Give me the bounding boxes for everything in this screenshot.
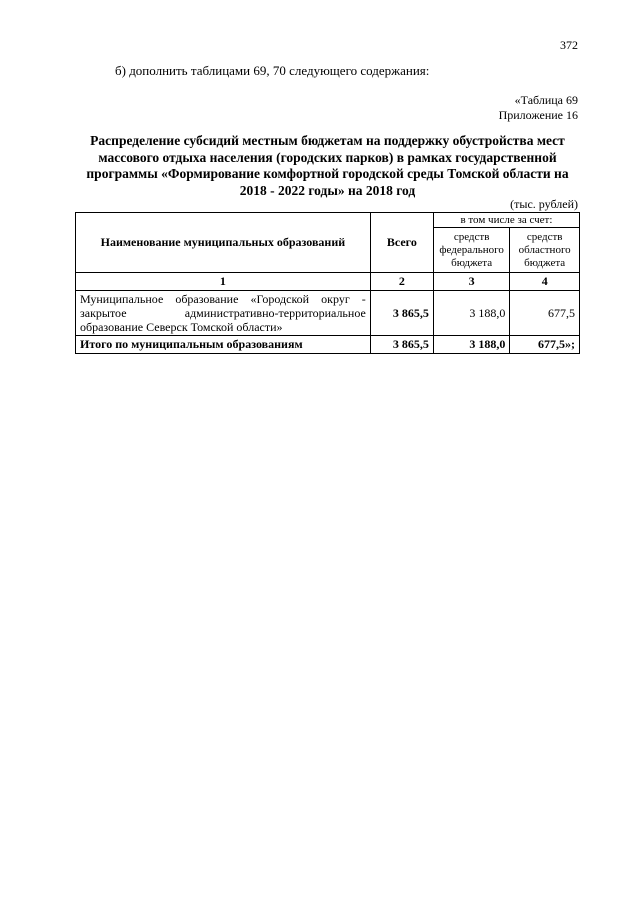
row-federal: 3 188,0: [433, 291, 510, 336]
units-label: (тыс. рублей): [510, 197, 578, 211]
header-name: Наименование муниципальных образований: [76, 213, 371, 273]
header-including: в том числе за счет:: [433, 213, 579, 228]
column-number-row: [76, 273, 580, 291]
total-federal: 3 188,0: [433, 336, 510, 354]
column-number: 4: [510, 273, 580, 291]
table-row: [76, 291, 580, 336]
column-number: 2: [370, 273, 433, 291]
page-number: 372: [560, 38, 578, 52]
table-caption: [499, 93, 578, 123]
total-sum: 3 865,5: [370, 336, 433, 354]
table-caption-number: «Таблица 69: [514, 93, 578, 107]
row-name: Муниципальное образование «Городской округ - закрытое административно-территориальное образование Северск Томской области»: [76, 291, 371, 336]
document-title: Распределение субсидий местным бюджетам на поддержку обустройства мест массового отдыха населения (городских парков) в рамках государственной программы «Формирование комфортной городской среды Томской области на 2018 - 2022 годы» на 2018 год: [86, 133, 569, 198]
subsidy-table: [75, 212, 580, 354]
table-header-row: [76, 213, 580, 228]
row-total: 3 865,5: [370, 291, 433, 336]
total-row: [76, 336, 580, 354]
column-number: 1: [76, 273, 371, 291]
column-number: 3: [433, 273, 510, 291]
header-regional: средств областного бюджета: [510, 228, 580, 273]
table-caption-appendix: Приложение 16: [498, 108, 578, 122]
header-total: Всего: [370, 213, 433, 273]
row-regional: 677,5: [510, 291, 580, 336]
total-regional: 677,5»;: [510, 336, 580, 354]
header-federal: средств федерального бюджета: [433, 228, 510, 273]
intro-text: б) дополнить таблицами 69, 70 следующего содержания:: [115, 63, 430, 78]
total-name: Итого по муниципальным образованиям: [76, 336, 371, 354]
